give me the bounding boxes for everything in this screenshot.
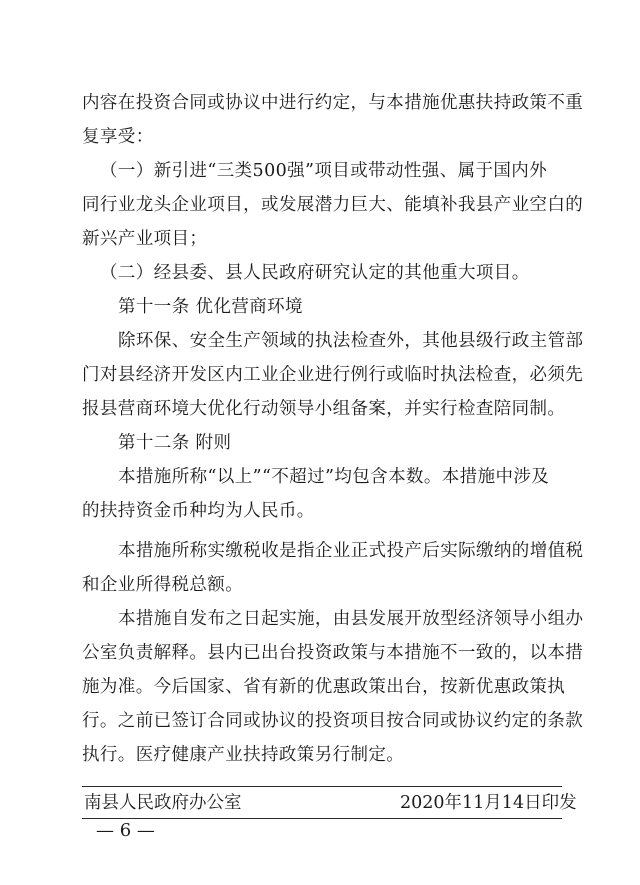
body-line: 本措施自发布之日起实施，由县发展开放型经济领导小组办	[118, 609, 584, 629]
body-line: （一）新引进“三类500强”项目或带动性强、属于国内外	[100, 161, 548, 181]
body-line: 本措施所称实缴税收是指企业正式投产后实际缴纳的增值税	[118, 541, 584, 561]
footer-top-rule	[82, 786, 562, 787]
article-heading: 第十二条 附则	[118, 433, 232, 453]
issue-date: 2020年11月14日印发	[400, 793, 577, 813]
body-line: 的扶持资金币种均为人民币。	[82, 501, 315, 521]
body-line: 同行业龙头企业项目，或发展潜力巨大、能填补我县产业空白的	[82, 195, 584, 215]
body-line: 行。之前已签订合同或协议的投资项目按合同或协议约定的条款	[82, 711, 584, 731]
body-line: （二）经县委、县人民政府研究认定的其他重大项目。	[100, 263, 530, 283]
body-line: 报县营商环境大优化行动领导小组备案，并实行检查陪同制。	[82, 399, 566, 419]
body-line: 公室负责解释。县内已出台投资政策与本措施不一致的，以本措	[82, 643, 584, 663]
body-line: 除环保、安全生产领域的执法检查外，其他县级行政主管部	[118, 331, 584, 351]
body-line: 本措施所称“以上”“不超过”均包含本数。本措施中涉及	[118, 467, 550, 487]
body-line: 和企业所得税总额。	[82, 575, 244, 595]
body-line: 内容在投资合同或协议中进行约定，与本措施优惠扶持政策不重	[82, 93, 584, 113]
page-number: — 6 —	[96, 820, 155, 841]
issuer-name: 南县人民政府办公室	[84, 793, 242, 813]
body-line: 执行。医疗健康产业扶持政策另行制定。	[82, 745, 405, 765]
body-line: 新兴产业项目；	[82, 229, 208, 249]
body-line: 复享受：	[82, 127, 154, 147]
footer-bottom-rule	[82, 818, 562, 819]
article-heading: 第十一条 优化营商环境	[118, 297, 303, 317]
body-line: 施为准。今后国家、省有新的优惠政策出台，按新优惠政策执	[82, 677, 566, 697]
body-line: 门对县经济开发区内工业企业进行例行或临时执法检查，必须先	[82, 365, 584, 385]
